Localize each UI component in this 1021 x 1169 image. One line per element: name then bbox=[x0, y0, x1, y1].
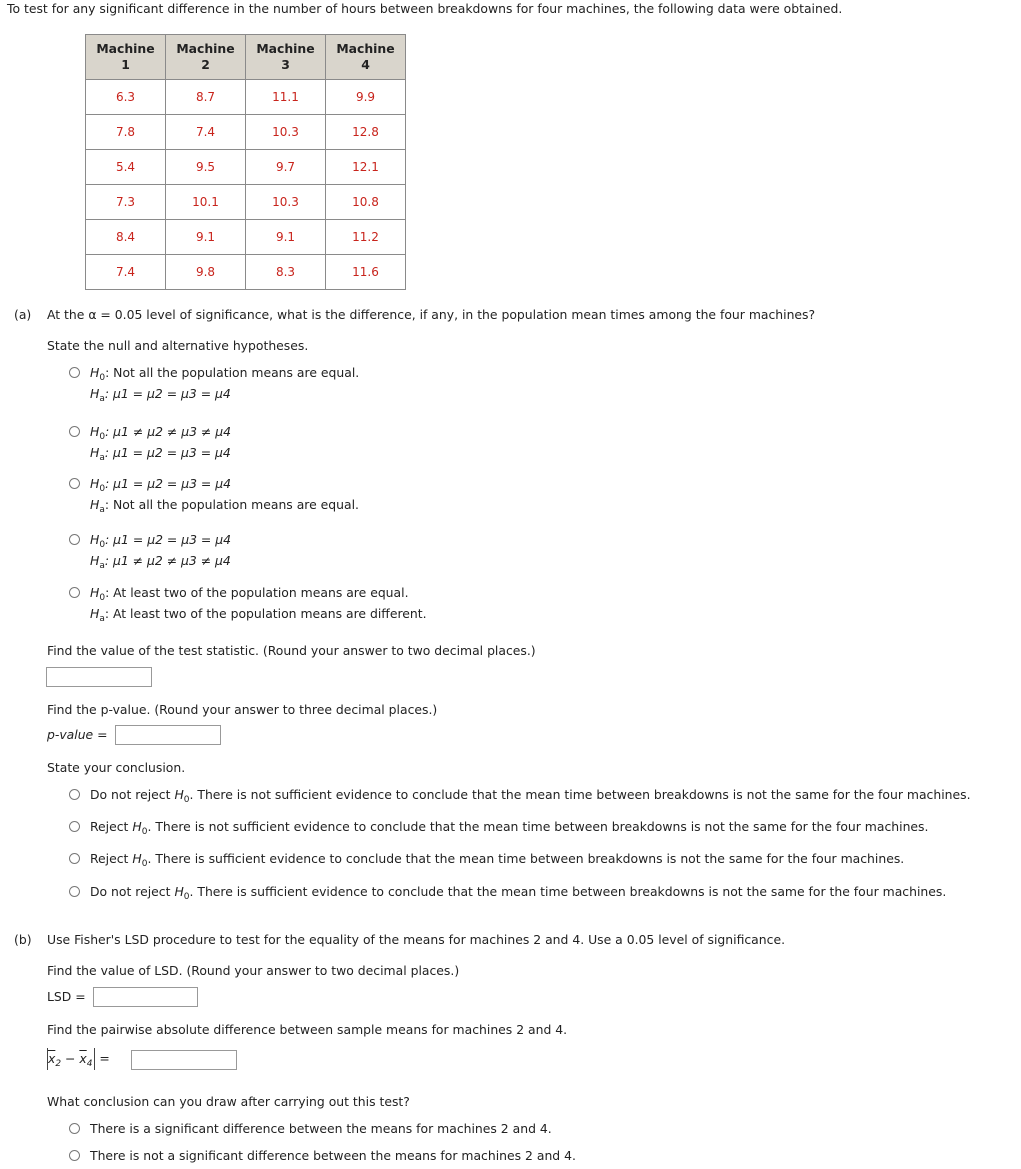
conclusion-prompt: State your conclusion. bbox=[47, 760, 186, 775]
radio-button[interactable] bbox=[69, 367, 80, 378]
part-a-question: At the α = 0.05 level of significance, what is the difference, if any, in the population mean times among the four machines? bbox=[47, 307, 816, 322]
header-machine-2: Machine 2 bbox=[166, 35, 246, 80]
lsd-input[interactable] bbox=[93, 987, 198, 1007]
radio-button[interactable] bbox=[69, 821, 80, 832]
header-machine-1: Machine 1 bbox=[86, 35, 166, 80]
lsd-label: LSD = bbox=[47, 989, 86, 1004]
table-cell: 7.8 bbox=[86, 115, 166, 150]
radio-button[interactable] bbox=[69, 587, 80, 598]
table-cell: 9.7 bbox=[246, 150, 326, 185]
table-cell: 7.4 bbox=[166, 115, 246, 150]
radio-button[interactable] bbox=[69, 1123, 80, 1134]
table-cell: 11.6 bbox=[326, 255, 406, 290]
hypotheses-prompt: State the null and alternative hypotheses. bbox=[47, 338, 309, 353]
table-row bbox=[86, 220, 406, 255]
table-row bbox=[86, 80, 406, 115]
diff-prompt: Find the pairwise absolute difference between sample means for machines 2 and 4. bbox=[47, 1022, 568, 1037]
lsd-prompt: Find the value of LSD. (Round your answer to two decimal places.) bbox=[47, 963, 460, 978]
data-table bbox=[85, 34, 406, 290]
table-cell: 9.8 bbox=[166, 255, 246, 290]
radio-button[interactable] bbox=[69, 534, 80, 545]
part-b-label: (b) bbox=[14, 932, 32, 947]
pvalue-prompt: Find the p-value. (Round your answer to three decimal places.) bbox=[47, 702, 438, 717]
table-cell: 8.4 bbox=[86, 220, 166, 255]
table-cell: 8.7 bbox=[166, 80, 246, 115]
table-cell: 9.9 bbox=[326, 80, 406, 115]
table-cell: 10.3 bbox=[246, 185, 326, 220]
table-cell: 12.8 bbox=[326, 115, 406, 150]
table-cell: 10.1 bbox=[166, 185, 246, 220]
table-cell: 7.3 bbox=[86, 185, 166, 220]
table-cell: 5.4 bbox=[86, 150, 166, 185]
table-header-row bbox=[86, 35, 406, 80]
table-cell: 9.1 bbox=[166, 220, 246, 255]
radio-button[interactable] bbox=[69, 853, 80, 864]
pvalue-label: p-value = bbox=[47, 727, 108, 742]
table-row bbox=[86, 255, 406, 290]
header-machine-4: Machine 4 bbox=[326, 35, 406, 80]
table-cell: 9.1 bbox=[246, 220, 326, 255]
radio-button[interactable] bbox=[69, 789, 80, 800]
table-cell: 10.3 bbox=[246, 115, 326, 150]
part-a-label: (a) bbox=[14, 307, 32, 322]
table-row bbox=[86, 150, 406, 185]
abs-diff-expression: $\overline{x}_2 - \overline{x}_4$ = bbox=[47, 1048, 110, 1070]
intro-text: To test for any significant difference in the number of hours between breakdowns for four machines, the following data were obtained. bbox=[7, 1, 843, 16]
radio-button[interactable] bbox=[69, 426, 80, 437]
table-cell: 7.4 bbox=[86, 255, 166, 290]
table-cell: 12.1 bbox=[326, 150, 406, 185]
table-row bbox=[86, 185, 406, 220]
table-cell: 10.8 bbox=[326, 185, 406, 220]
abs-diff-input[interactable] bbox=[131, 1050, 237, 1070]
table-cell: 11.1 bbox=[246, 80, 326, 115]
radio-button[interactable] bbox=[69, 478, 80, 489]
table-cell: 8.3 bbox=[246, 255, 326, 290]
radio-button[interactable] bbox=[69, 886, 80, 897]
table-row bbox=[86, 115, 406, 150]
pvalue-input[interactable] bbox=[115, 725, 221, 745]
part-b-conclusion-prompt: What conclusion can you draw after carrying out this test? bbox=[47, 1094, 410, 1109]
test-stat-input[interactable] bbox=[46, 667, 152, 687]
header-machine-3: Machine 3 bbox=[246, 35, 326, 80]
part-b-question: Use Fisher's LSD procedure to test for the equality of the means for machines 2 and 4. Use a 0.05 level of significance. bbox=[47, 932, 786, 947]
table-cell: 6.3 bbox=[86, 80, 166, 115]
table-cell: 11.2 bbox=[326, 220, 406, 255]
test-stat-prompt: Find the value of the test statistic. (Round your answer to two decimal places.) bbox=[47, 643, 536, 658]
radio-button[interactable] bbox=[69, 1150, 80, 1161]
table-cell: 9.5 bbox=[166, 150, 246, 185]
